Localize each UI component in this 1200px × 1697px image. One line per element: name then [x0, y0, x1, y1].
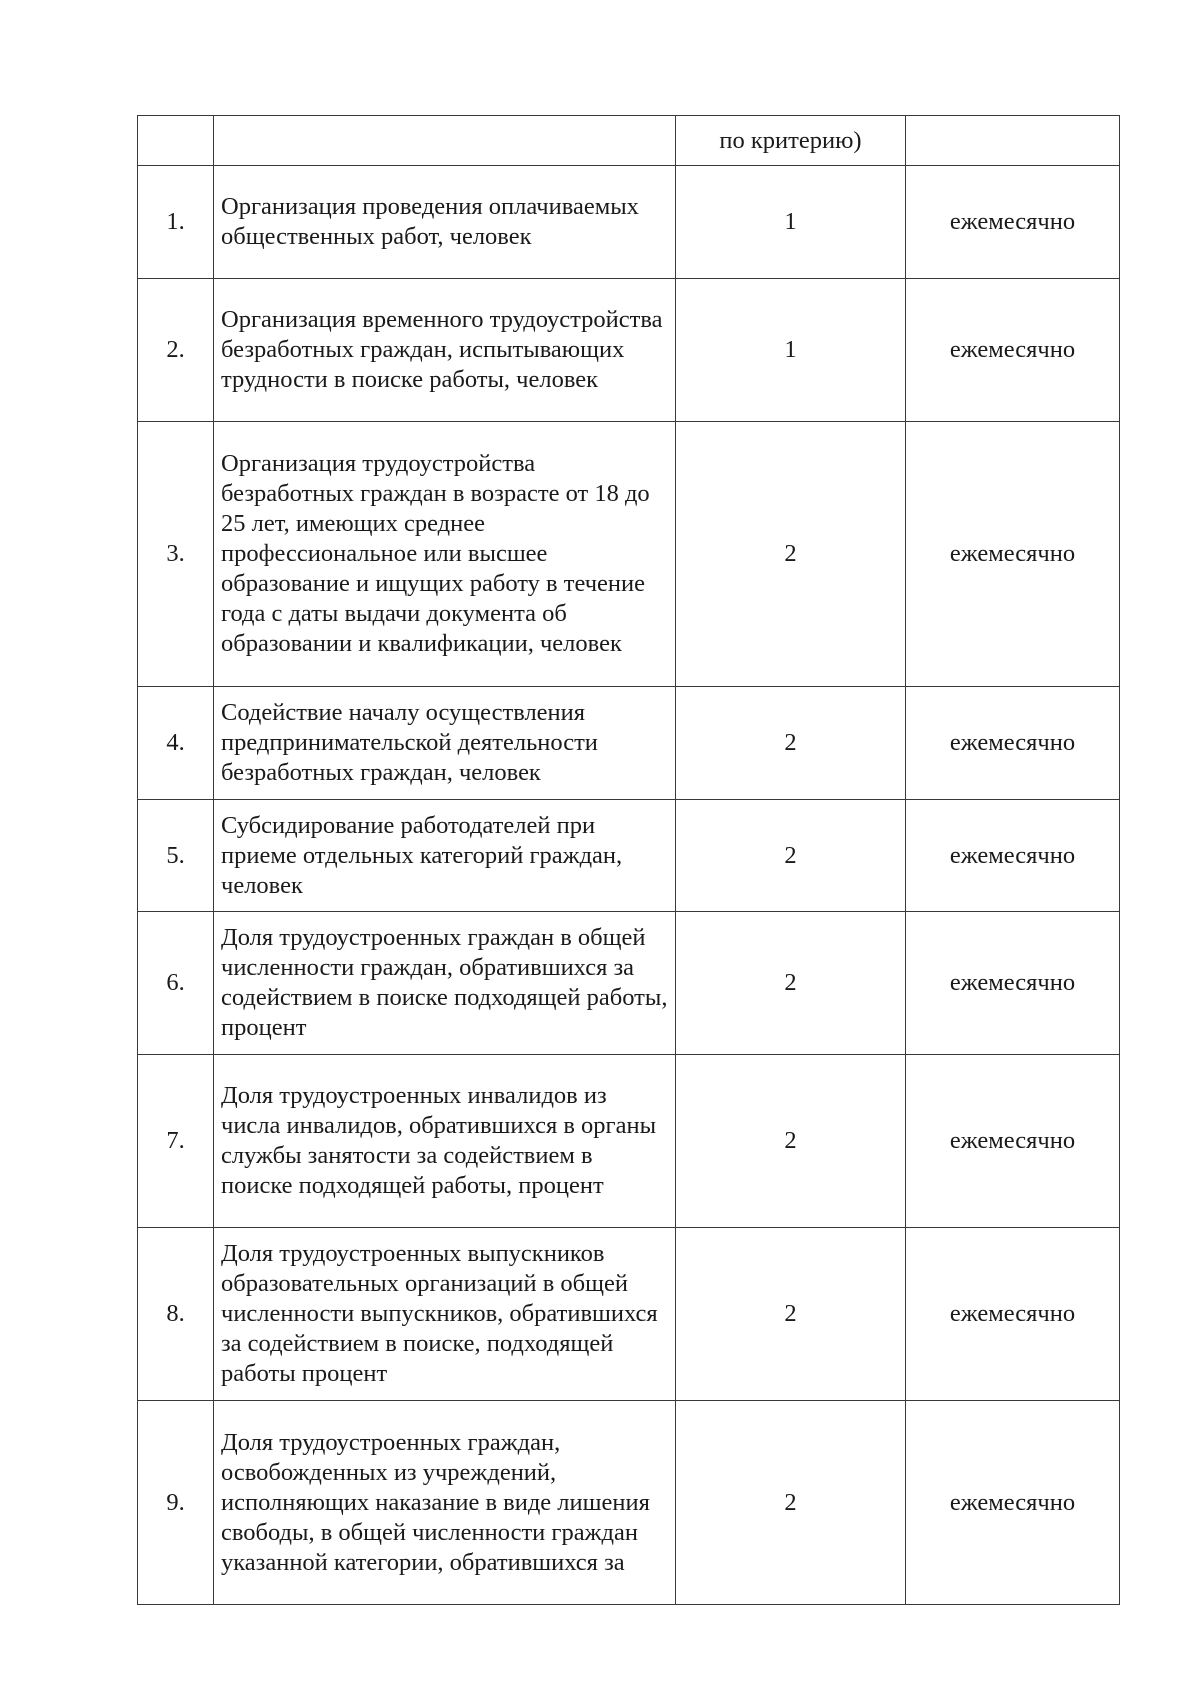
criterion-frequency: ежемесячно [906, 1401, 1120, 1605]
criterion-value: 1 [676, 166, 906, 279]
row-number: 4. [138, 687, 214, 800]
criterion-name: Организация трудоустройства безработных граждан в возрасте от 18 до 25 лет, имеющих среднее профессиональное или высшее образование и ищущих работу в течение года с даты выдачи документа об образовании и квалификации, человек [214, 422, 676, 687]
criterion-frequency: ежемесячно [906, 1055, 1120, 1228]
criterion-value: 1 [676, 279, 906, 422]
row-number: 2. [138, 279, 214, 422]
criterion-frequency: ежемесячно [906, 912, 1120, 1055]
row-number: 5. [138, 800, 214, 912]
criterion-value: 2 [676, 912, 906, 1055]
header-number-cell [138, 116, 214, 166]
criterion-value: 2 [676, 1228, 906, 1401]
row-number: 3. [138, 422, 214, 687]
criterion-frequency: ежемесячно [906, 1228, 1120, 1401]
criterion-value: 2 [676, 1401, 906, 1605]
table-row [138, 1401, 1120, 1605]
criterion-name: Содействие началу осуществления предпринимательской деятельности безработных граждан, человек [214, 687, 676, 800]
criterion-name: Доля трудоустроенных граждан в общей численности граждан, обратившихся за содействием в поиске подходящей работы, процент [214, 912, 676, 1055]
criterion-frequency: ежемесячно [906, 279, 1120, 422]
table-row [138, 422, 1120, 687]
table-header-continuation-row [138, 116, 1120, 166]
header-value-cell: по критерию) [676, 116, 906, 166]
header-frequency-cell [906, 116, 1120, 166]
row-number: 9. [138, 1401, 214, 1605]
criterion-name: Организация временного трудоустройства безработных граждан, испытывающих трудности в поиске работы, человек [214, 279, 676, 422]
table-row [138, 1055, 1120, 1228]
table-row [138, 279, 1120, 422]
table-row [138, 912, 1120, 1055]
criterion-frequency: ежемесячно [906, 422, 1120, 687]
criterion-value: 2 [676, 1055, 906, 1228]
criterion-name: Доля трудоустроенных граждан, освобожденных из учреждений, исполняющих наказание в виде лишения свободы, в общей численности граждан указанной категории, обратившихся за [214, 1401, 676, 1605]
criterion-frequency: ежемесячно [906, 687, 1120, 800]
row-number: 1. [138, 166, 214, 279]
criterion-name: Доля трудоустроенных инвалидов из числа инвалидов, обратившихся в органы службы занятости за содействием в поиске подходящей работы, процент [214, 1055, 676, 1228]
criterion-name: Субсидирование работодателей при приеме отдельных категорий граждан, человек [214, 800, 676, 912]
header-name-cell [214, 116, 676, 166]
row-number: 8. [138, 1228, 214, 1401]
criteria-table [137, 115, 1120, 1605]
row-number: 7. [138, 1055, 214, 1228]
criterion-value: 2 [676, 422, 906, 687]
criterion-frequency: ежемесячно [906, 166, 1120, 279]
criterion-name: Организация проведения оплачиваемых общественных работ, человек [214, 166, 676, 279]
criterion-value: 2 [676, 687, 906, 800]
table-row [138, 687, 1120, 800]
row-number: 6. [138, 912, 214, 1055]
table-row [138, 166, 1120, 279]
table-row [138, 1228, 1120, 1401]
criterion-name: Доля трудоустроенных выпускников образовательных организаций в общей численности выпускников, обратившихся за содействием в поиске, подходящей работы процент [214, 1228, 676, 1401]
criterion-value: 2 [676, 800, 906, 912]
table-row [138, 800, 1120, 912]
criterion-frequency: ежемесячно [906, 800, 1120, 912]
